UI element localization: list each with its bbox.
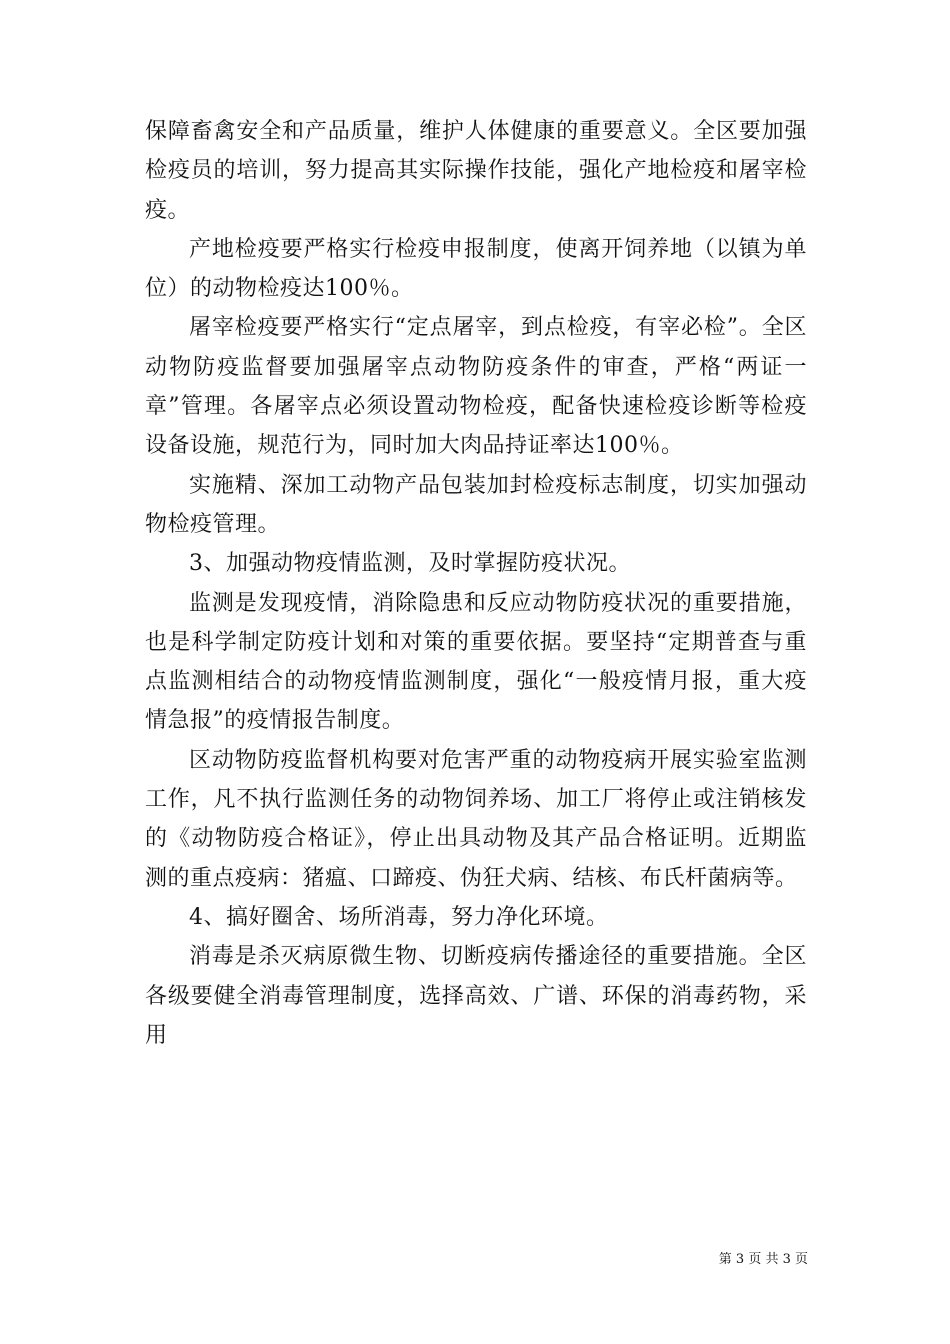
paragraph-2: 产地检疫要严格实行检疫申报制度，使离开饲养地（以镇为单位）的动物检疫达100％。	[145, 236, 807, 302]
paragraph-6: 区动物防疫监督机构要对危害严重的动物疫病开展实验室监测工作，凡不执行监测任务的动物饲养场、加工厂将停止或注销核发的《动物防疫合格证》，停止出具动物及其产品合格证明。近期监测的重点疫病：猪瘟、口蹄疫、伪狂犬病、结核、布氏杆菌病等。	[145, 747, 807, 891]
paragraph-3: 屠宰检疫要严格实行“定点屠宰，到点检疫，有宰必检”。全区动物防疫监督要加强屠宰点动物防疫条件的审查，严格“两证一章”管理。各屠宰点必须设置动物检疫，配备快速检疫诊断等检疫设备设施，规范行为，同时加大肉品持证率达100％。	[145, 315, 807, 459]
paragraph-1: 保障畜禽安全和产品质量，维护人体健康的重要意义。全区要加强检疫员的培训，努力提高其实际操作技能，强化产地检疫和屠宰检疫。	[145, 119, 807, 223]
paragraph-7: 消毒是杀灭病原微生物、切断疫病传播途径的重要措施。全区各级要健全消毒管理制度，选择高效、广谱、环保的消毒药物，采用	[145, 944, 807, 1048]
page-number-footer: 第 3 页 共 3 页	[718, 1252, 808, 1267]
section-heading-3: 3、加强动物疫情监测，及时掌握防疫状况。	[189, 551, 631, 577]
paragraph-5: 监测是发现疫情，消除隐患和反应动物防疫状况的重要措施，也是科学制定防疫计划和对策的重要依据。要坚持“定期普查与重点监测相结合的动物疫情监测制度，强化“一般疫情月报，重大疫情急报”的疫情报告制度。	[145, 590, 807, 734]
document-body	[145, 112, 807, 1055]
paragraph-4: 实施精、深加工动物产品包装加封检疫标志制度，切实加强动物检疫管理。	[145, 472, 807, 537]
section-heading-4: 4、搞好圈舍、场所消毒，努力净化环境。	[189, 904, 609, 930]
